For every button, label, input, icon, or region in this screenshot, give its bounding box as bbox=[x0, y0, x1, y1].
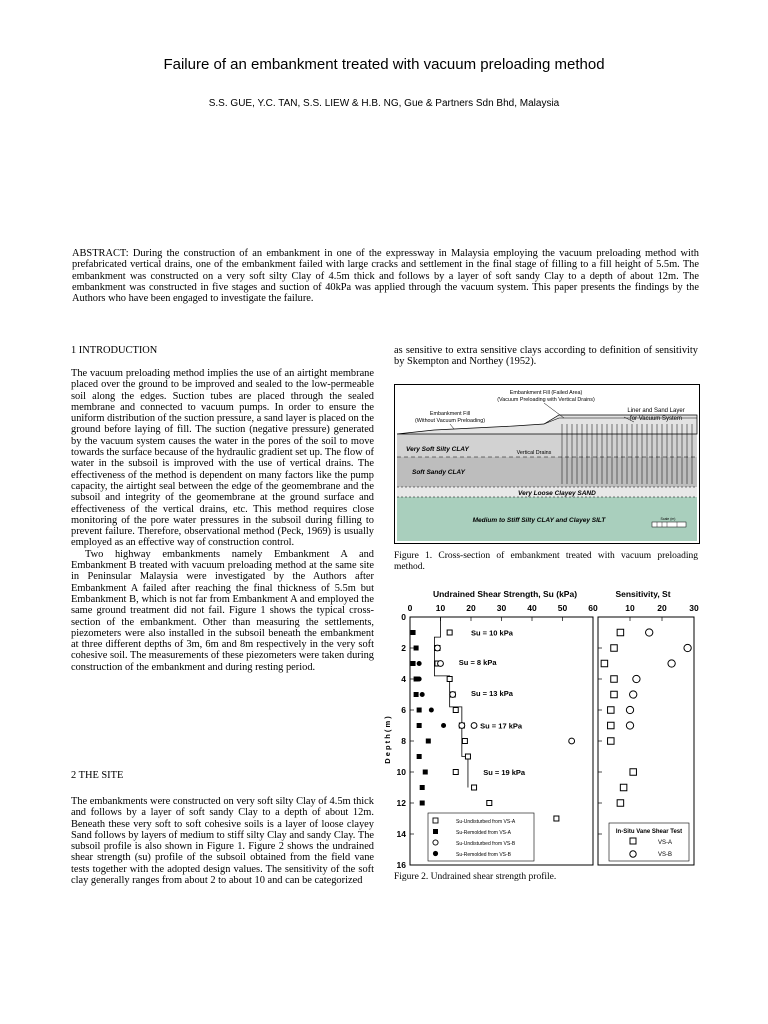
legend-item: VS-B bbox=[658, 852, 673, 858]
st-x-tick-label: 10 bbox=[625, 603, 635, 613]
y-tick-label: 0 bbox=[401, 612, 406, 622]
data-point-open-square bbox=[611, 691, 618, 698]
right-column-paragraph: as sensitive to extra sensitive clays according to definition of sensitivity by Skempton and Northey (1952). bbox=[394, 345, 698, 368]
design-label: Su = 17 kPa bbox=[480, 721, 523, 731]
legend-item: Su-Remolded from VS-A bbox=[456, 830, 512, 836]
data-point-open-square bbox=[447, 630, 452, 635]
figure-1-caption: Figure 1. Cross-section of embankment treated with vacuum preloading method. bbox=[394, 551, 698, 572]
data-point-open-square bbox=[630, 769, 637, 776]
section-2-body bbox=[71, 796, 374, 886]
st-legend bbox=[609, 823, 689, 861]
label-embankment-fill-sub: (Without Vacuum Preloading) bbox=[414, 418, 486, 424]
label-failed-area: Embankment Fill (Failed Area) bbox=[509, 390, 583, 396]
data-point-open-circle bbox=[668, 660, 675, 667]
legend-item: VS-A bbox=[658, 840, 673, 846]
y-tick-label: 10 bbox=[396, 767, 406, 777]
depth-axis-label: D e p t h ( m ) bbox=[383, 716, 392, 764]
design-label: Su = 8 kPa bbox=[458, 658, 497, 668]
data-point-filled-square bbox=[417, 708, 422, 713]
data-point-open-square bbox=[554, 816, 559, 821]
paragraph: Two highway embankments namely Embankment A and Embankment B treated with vacuum preloading method at the same site in Peninsular Malaysia were investigated by the Authors after Embankment A failed after reaching the final thickness of 5.5m but Embankment B, which is not far from Embankment A and employed the same ground treatment did not fail. Figure 1 shows the typical cross-section of the embankment. Other than measuring the settlements, piezometers were also installed in the subsoil beneath the embankment at three different depths of 3m, 6m and 8m respectively in the very soft cohesive soil. The measurements of these piezometers were taken during construction of the embankment and during resting period. bbox=[71, 548, 374, 673]
x-tick-label: 60 bbox=[588, 603, 598, 613]
legend-marker-open-square bbox=[630, 838, 636, 844]
figure-2-caption: Figure 2. Undrained shear strength profile. bbox=[394, 872, 557, 882]
label-failed-area-sub: (Vacuum Preloading with Vertical Drains) bbox=[497, 397, 595, 403]
design-line bbox=[434, 617, 468, 788]
legend-item: Su-Undisturbed from VS-B bbox=[456, 841, 516, 847]
x-tick-label: 10 bbox=[435, 603, 446, 613]
data-point-open-square bbox=[611, 676, 618, 683]
data-point-open-square bbox=[611, 645, 618, 652]
data-point-filled-square bbox=[426, 739, 431, 744]
legend-item: Su-Remolded from VS-B bbox=[456, 852, 512, 858]
data-point-open-circle bbox=[450, 692, 456, 698]
section-2-heading: 2 THE SITE bbox=[71, 770, 124, 781]
label-liner-sub: for Vacuum System bbox=[630, 416, 682, 422]
abstract: ABSTRACT: During the construction of an embankment in one of the expressway in Malaysia employing the vacuum preloading method with prefabricated vertical drains, one of the embankment failed with large cracks and settlement in the final stage of filling to a fill height of 5.5m. The embankment was constructed on a very soft silty Clay of 4.5m thick and follows by a layer of soft sandy Clay to a depth of about 12m. The embankment was constructed in five stages and suction of 40kPa was applied through the vacuum system. This paper presents the findings by the Authors who have been engaged to investigate the failure. bbox=[72, 248, 699, 305]
label-layer-4: Medium to Stiff Silty CLAY and Clayey SILT bbox=[472, 517, 606, 524]
design-line-group bbox=[434, 617, 468, 788]
st-legend-title: In-Situ Vane Shear Test bbox=[615, 829, 683, 835]
st-x-tick-label: 20 bbox=[657, 603, 667, 613]
figure-2-shear-strength-profile bbox=[380, 585, 710, 870]
data-point-open-circle bbox=[459, 723, 465, 729]
scale-label: Scale (m) bbox=[660, 517, 676, 521]
data-point-open-square bbox=[617, 800, 624, 807]
data-point-open-square bbox=[608, 707, 615, 714]
y-tick-label: 4 bbox=[401, 674, 406, 684]
data-point-open-square bbox=[472, 785, 477, 790]
data-point-open-circle bbox=[633, 675, 640, 682]
st-chart-title: Sensitivity, St bbox=[615, 589, 671, 599]
data-point-filled-square bbox=[414, 692, 419, 697]
x-tick-label: 30 bbox=[496, 603, 507, 613]
st-x-tick-label: 30 bbox=[689, 603, 699, 613]
legend-marker-open-square bbox=[433, 818, 438, 823]
data-point-open-circle bbox=[569, 738, 575, 744]
x-tick-label: 50 bbox=[557, 603, 568, 613]
label-layer-3: Very Loose Clayey SAND bbox=[518, 490, 596, 497]
data-point-open-square bbox=[462, 739, 467, 744]
y-tick-label: 12 bbox=[396, 798, 406, 808]
paragraph: The vacuum preloading method implies the use of an airtight membrane placed over the ground to be improved and sealed to the low-permeable soil along the edges. Suction tubes are placed through the sealed membrane and connected to vacuum pumps. In order to ensure the uniform distribution of the suction pressure, a sand layer is placed on the ground before laying of fill. The suction (negative pressure) generated by the vacuum system causes the water in the pores of the soil to move towards the surface because of the hydraulic gradient set up. The flow of water in the subsoil is improved with the use of vertical drains. The effectiveness of the method is dependent on many factors like the pump capacity, the airtight seal between the edge of the geomembrane and the subsoil and integrity of the geomembrane at the ground surface and effectiveness of the vertical drains, etc. This method requires close monitoring of the pore water pressures in the subsoil during filling to prevent failure. Therefore, observational method (Peck, 1969) is usually employed as an effective way of construction control. bbox=[71, 368, 374, 549]
label-embankment-fill: Embankment Fill bbox=[429, 411, 471, 417]
data-point-filled-circle bbox=[417, 677, 422, 682]
data-point-open-circle bbox=[626, 706, 633, 713]
data-point-filled-square bbox=[411, 630, 416, 635]
data-point-filled-circle bbox=[441, 723, 446, 728]
su-legend bbox=[428, 813, 534, 861]
data-point-open-circle bbox=[626, 722, 633, 729]
data-point-filled-circle bbox=[417, 661, 422, 666]
label-liner: Liner and Sand Layer bbox=[627, 408, 685, 414]
x-tick-label: 20 bbox=[466, 603, 476, 613]
legend-marker-open-circle bbox=[433, 840, 438, 845]
legend-marker-filled-circle bbox=[433, 851, 438, 856]
data-point-open-square bbox=[453, 708, 458, 713]
section-1-body bbox=[71, 368, 374, 673]
data-point-open-square bbox=[608, 722, 615, 729]
data-point-filled-square bbox=[417, 754, 422, 759]
legend-marker-open-circle bbox=[630, 851, 636, 857]
data-point-filled-square bbox=[420, 785, 425, 790]
data-point-filled-circle bbox=[420, 692, 425, 697]
label-vertical-drains: Vertical Drains bbox=[516, 450, 552, 456]
label-layer-1: Very Soft Silty CLAY bbox=[406, 446, 469, 453]
data-point-filled-square bbox=[411, 661, 416, 666]
y-tick-label: 16 bbox=[396, 860, 406, 870]
data-point-open-circle bbox=[684, 644, 691, 651]
data-point-filled-square bbox=[420, 801, 425, 806]
data-point-filled-circle bbox=[429, 708, 434, 713]
design-label: Su = 19 kPa bbox=[483, 768, 526, 778]
data-point-filled-circle bbox=[414, 646, 419, 651]
authors: S.S. GUE, Y.C. TAN, S.S. LIEW & H.B. NG, Gue & Partners Sdn Bhd, Malaysia bbox=[208, 98, 560, 109]
data-point-open-circle bbox=[435, 645, 441, 651]
data-point-open-square bbox=[447, 677, 452, 682]
y-tick-label: 6 bbox=[401, 705, 406, 715]
figure-1-cross-section bbox=[394, 384, 700, 544]
y-tick-label: 8 bbox=[401, 736, 406, 746]
design-label: Su = 13 kPa bbox=[471, 689, 513, 699]
x-tick-label: 40 bbox=[527, 603, 537, 613]
section-1-heading: 1 INTRODUCTION bbox=[71, 345, 158, 356]
x-tick-label: 0 bbox=[407, 603, 413, 613]
data-point-open-square bbox=[465, 754, 470, 759]
data-point-open-square bbox=[601, 660, 608, 667]
paper-title: Failure of an embankment treated with vacuum preloading method bbox=[163, 56, 605, 73]
y-tick-label: 14 bbox=[396, 829, 406, 839]
data-point-open-square bbox=[617, 629, 624, 636]
legend-item: Su-Undisturbed from VS-A bbox=[456, 819, 516, 825]
y-tick-label: 2 bbox=[401, 643, 406, 653]
label-layer-2: Soft Sandy CLAY bbox=[412, 469, 465, 476]
data-point-open-circle bbox=[471, 723, 477, 729]
paragraph: The embankments were constructed on very soft silty Clay of 4.5m thick and follows by a layer of soft sandy Clay to a depth of about 12m. Beneath these very soft to soft cohesive soils is a layer of loose clayey Sand follows by layers of medium to stiff silty Clay and sandy Clay. The subsoil profile is also shown in Figure 1. Figure 2 shows the undrained shear strength (su) profile of the subsoil obtained from the field vane tests together with the adopted design values. The sensitivity of the soft clay generally ranges from about 2 to about 10 and can be categorized bbox=[71, 796, 374, 887]
data-point-open-square bbox=[620, 784, 627, 791]
su-chart-title: Undrained Shear Strength, Su (kPa) bbox=[432, 589, 578, 599]
data-point-filled-square bbox=[417, 723, 422, 728]
data-point-open-square bbox=[487, 801, 492, 806]
data-point-open-square bbox=[453, 770, 458, 775]
data-point-filled-square bbox=[423, 770, 428, 775]
data-point-open-circle bbox=[438, 661, 444, 667]
legend-marker-filled-square bbox=[433, 829, 438, 834]
design-label: Su = 10 kPa bbox=[471, 628, 513, 638]
data-point-open-circle bbox=[646, 629, 653, 636]
data-point-open-circle bbox=[630, 691, 637, 698]
data-point-open-square bbox=[608, 738, 615, 745]
